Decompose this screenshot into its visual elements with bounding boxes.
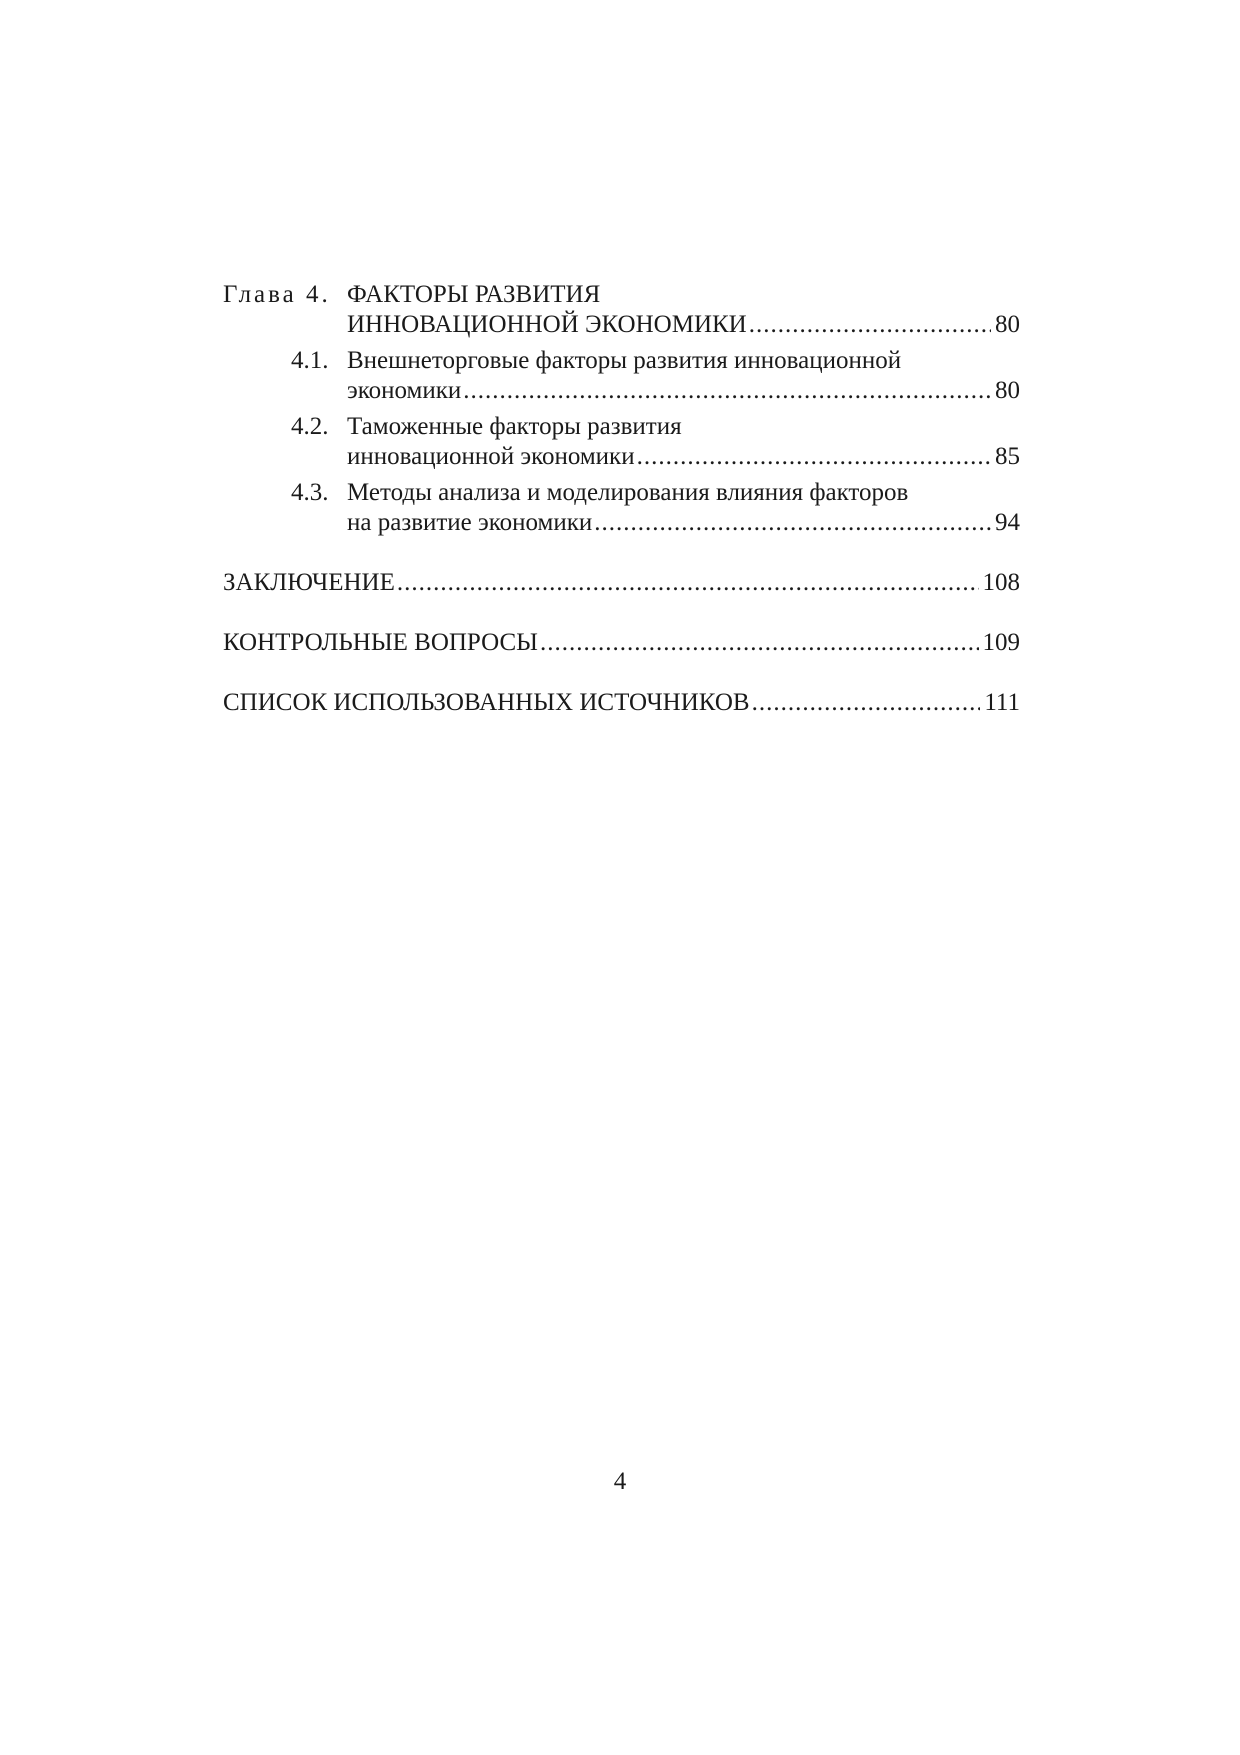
entry-page: 111 [984,689,1020,716]
chapter-heading [223,280,1020,310]
section-number: 4.3. [291,479,329,506]
entry-page: 109 [982,629,1020,656]
toc-entry-conclusion [223,568,1020,598]
section-title-line1: Методы анализа и моделирования влияния факторов [347,479,909,506]
section-title-line1: Внешнеторговые факторы развития инновационной [347,347,902,374]
chapter-page: 80 [995,311,1020,338]
chapter-title-line1: ФАКТОРЫ РАЗВИТИЯ [347,281,601,308]
entry-title: СПИСОК ИСПОЛЬЗОВАННЫХ ИСТОЧНИКОВ [223,689,750,716]
section-page: 80 [995,377,1020,404]
entry-title: КОНТРОЛЬНЫЕ ВОПРОСЫ [223,629,538,656]
section-title-line2: на развитие экономики [347,509,593,536]
toc-entry-references [223,688,1020,718]
table-of-contents [223,280,1020,718]
chapter-title-line2: ИННОВАЦИОННОЙ ЭКОНОМИКИ [347,311,747,338]
section-entry [223,412,1020,442]
dot-leader [752,688,981,718]
section-number: 4.2. [291,413,329,440]
dot-leader [397,568,979,598]
section-entry-continued [223,508,1020,538]
dot-leader [637,442,991,472]
section-entry [223,478,1020,508]
section-page: 94 [995,509,1020,536]
chapter-heading-continued [223,310,1020,340]
page-number: 4 [613,1468,627,1495]
section-number: 4.1. [291,347,329,374]
section-page: 85 [995,443,1020,470]
toc-entry-questions [223,628,1020,658]
section-title-line2: экономики [347,377,462,404]
section-title-line2: инновационной экономики [347,443,635,470]
dot-leader [540,628,979,658]
section-entry-continued [223,442,1020,472]
dot-leader [594,508,991,538]
section-entry [223,346,1020,376]
section-title-line1: Таможенные факторы развития [347,413,682,440]
dot-leader [749,310,991,340]
entry-page: 108 [982,569,1020,596]
chapter-label: Глава 4. [223,281,331,308]
entry-title: ЗАКЛЮЧЕНИЕ [223,569,395,596]
dot-leader [463,376,991,406]
section-entry-continued [223,376,1020,406]
